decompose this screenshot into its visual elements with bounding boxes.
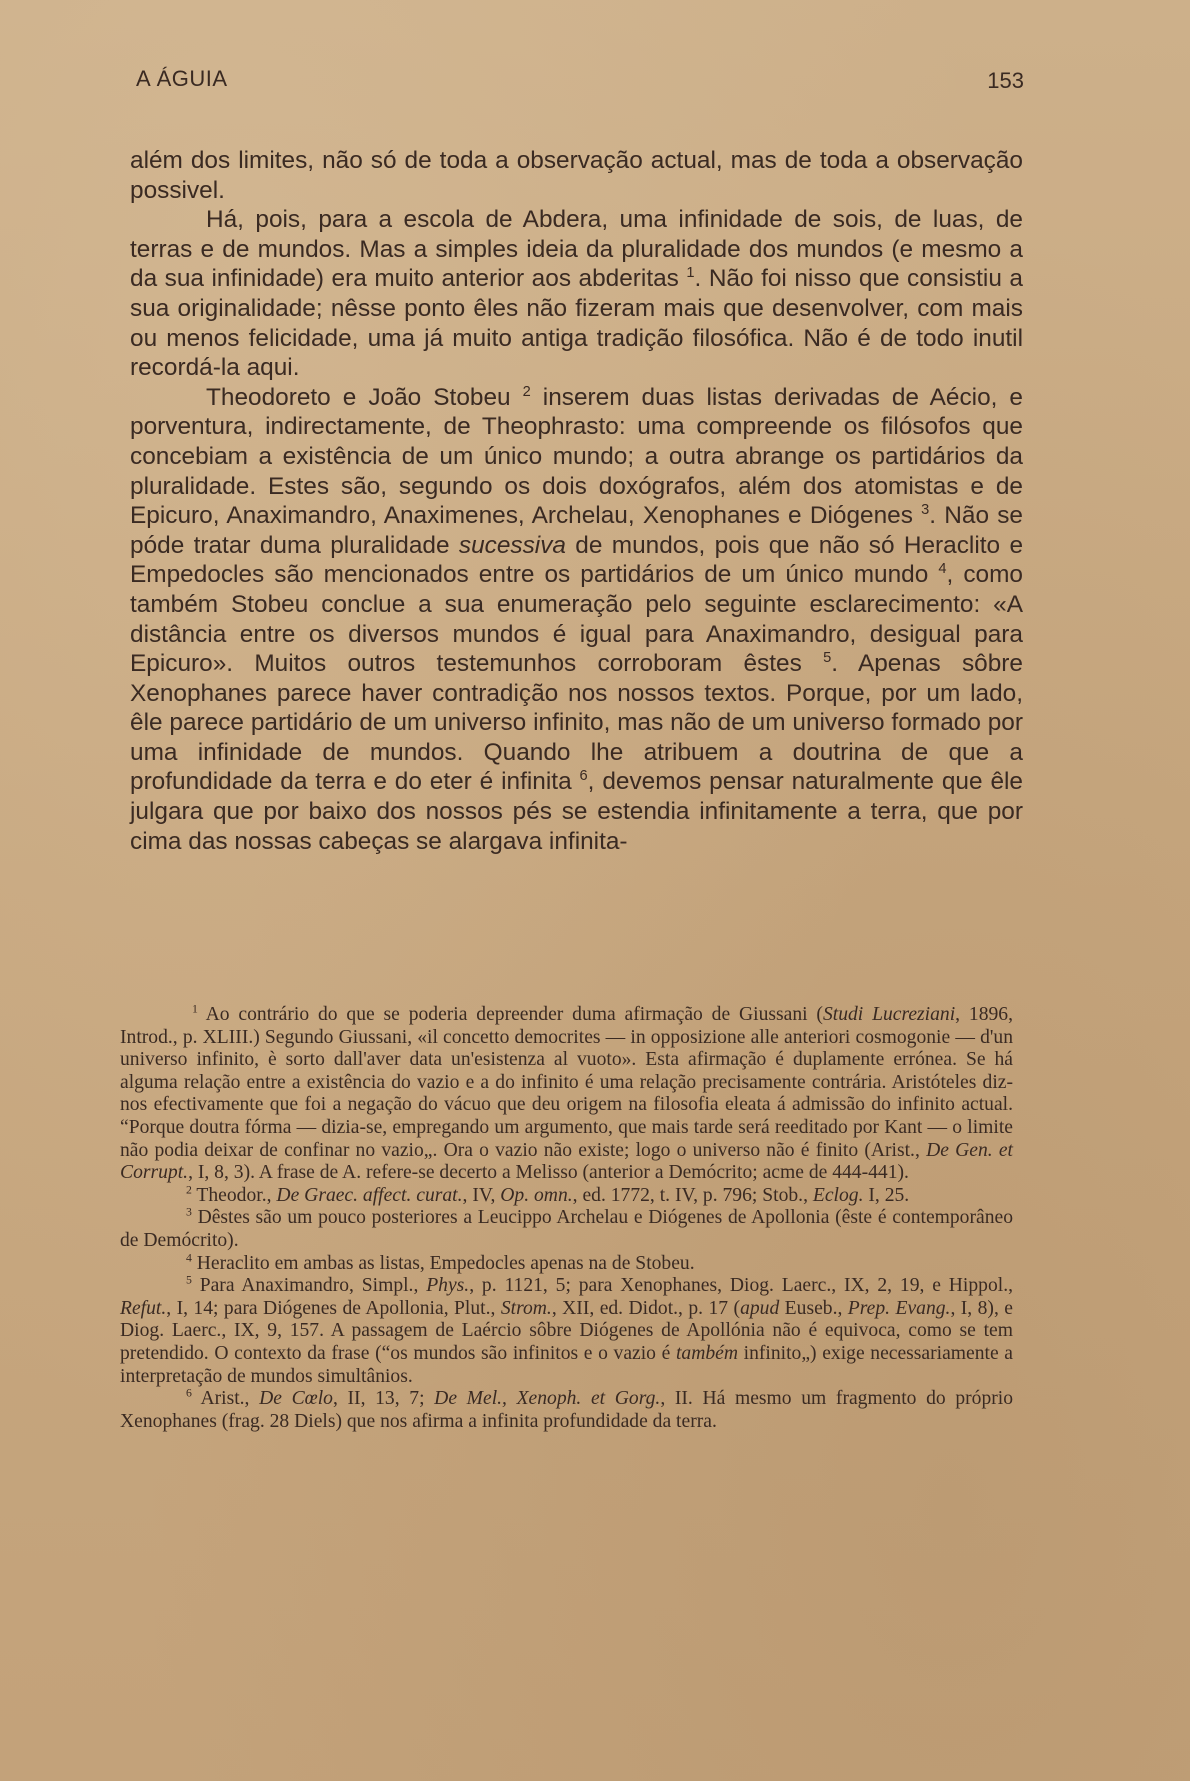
paragraph: além dos limites, não só de toda a observação actual, mas de toda a observação possivel. [130,147,1023,204]
footnote-ref: 3 [921,502,930,518]
page-header [136,66,1024,96]
main-text [130,146,1023,856]
footnote-5: $^5$ Para Anaximandro, Simpl., Phys., p. 1121, 5; para Xenophanes, Diog. Laerc., IX, 2, 19, e Hippol., Refut., I, 14; para Diógenes de Apollonia, Plut., Strom., XII, ed. Didot., p. 17 (apud Euseb., Prep. Evang., I, 8), e Diog. Laerc., IX, 9, 157. A passagem de Laércio sôbre Diógenes de Apollónia não é equivoca, como se tem pretendido. O contexto da frase (“os mundos são infinitos e o vazio é também infinito„) exige necessariamente a interpretação de mundos simultânios. [120,1273,1013,1387]
footnote-3: $^3$ Dêstes são um pouco posteriores a Leucippo Archelau e Diógenes de Apollonia (êste é contemporâneo de Demócrito). [120,1205,1013,1251]
footnote-ref: 2 [522,383,531,400]
page-number: 153 [987,68,1024,93]
emphasis: sucessiva [458,531,566,559]
footnotes [120,1004,1013,1433]
running-title: A ÁGUIA [136,66,228,91]
footnote-1: $^1$ Ao contrário do que se poderia depreender duma afirmação de Giussani (Studi Lucreziani, 1896, Introd., p. XLIII.) Segundo Giussani, «il concetto democrites — in opposizione alle anteriori cosmogonie — d'un universo infinito, è sorto dall'aver data un'esistenza al vuoto». Esta afirmação é duplamente errónea. Se há alguma relação entre a existência do vazio e a do infinito é uma relação precisamente contrária. Aristóteles diz-nos efectivamente que foi a negação do vácuo que deu origem na filosofia eleata á admissão do infinito actual. “Porque doutra fórma — dizia-se, empregando um argumento, que mais tarde será reeditado por Kant — o limite não podia deixar de confinar no vazio„. Ora o vazio não existe; logo o universo não é finito (Arist., De Gen. et Corrupt., I, 8, 3). A frase de A. refere-se decerto a Melisso (anterior a Demócrito; acme de 444-441). [120,1002,1013,1184]
footnote-ref: 5 [823,649,832,666]
footnote-4: $^4$ Heraclito em ambas as listas, Empedocles apenas na de Stobeu. [186,1251,695,1274]
footnote-ref: 1 [686,265,695,282]
footnote-ref: 6 [579,768,588,785]
footnote-2: $^2$ Theodor., De Graec. affect. curat., IV, Op. omn., ed. 1772, t. IV, p. 796; Stob., Eclog. I, 25. [186,1183,910,1206]
footnote-ref: 4 [938,561,947,578]
footnote-6: $^6$ Arist., De Cœlo, II, 13, 7; De Mel., Xenoph. et Gorg., II. Há mesmo um fragmento do próprio Xenophanes (frag. 28 Diels) que nos afirma a infinita profundidade da terra. [120,1386,1014,1432]
paragraph: Há, pois, para a escola de Abdera, uma infinidade de sois, de luas, de terras e de mundos. Mas a simples ideia da pluralidade dos mundos (e mesmo a da sua infinidade) era muito anterior aos abderitas $^1$. Não foi nisso que consistiu a sua originalidade; nêsse ponto êles não fizeram mais que desenvolver, com mais ou menos felicidade, uma já muito antiga tradição filosófica. Não é de todo inutil recordá-la aqui. [130,206,1023,382]
paragraph: Theodoreto e João Stobeu $^2$ inserem duas listas derivadas de Aécio, e porventura, indirectamente, de Theophrasto: uma compreende os filósofos que concebiam a existência de um único mundo; a outra abrange os partidários da pluralidade. Estes são, segundo os dois doxógrafos, além dos atomistas e de Epicuro, Anaximandro, Anaximenes, Archelau, Xenophanes e Diógenes $^3$. Não se póde tratar duma pluralidade sucessiva de mundos, pois que não só Heraclito e Empedocles são mencionados entre os partidários de um único mundo $^4$, como também Stobeu conclue a sua enumeração pelo seguinte esclarecimento: «A distância entre os diversos mundos é igual para Anaximandro, desigual para Epicuro». Muitos outros testemunhos corroboram êstes $^5$. Apenas sôbre Xenophanes parece haver contradição nos nossos textos. Porque, por um lado, êle parece partidário de um universo infinito, mas não de um universo formado por uma infinidade de mundos. Quando lhe atribuem a doutrina de que a profundidade da terra e do eter é infinita $^6$, devemos pensar naturalmente que êle julgara que por baixo dos nossos pés se estendia infinitamente a terra, que por cima das nossas cabeças se alargava infinita- [130,383,1024,855]
